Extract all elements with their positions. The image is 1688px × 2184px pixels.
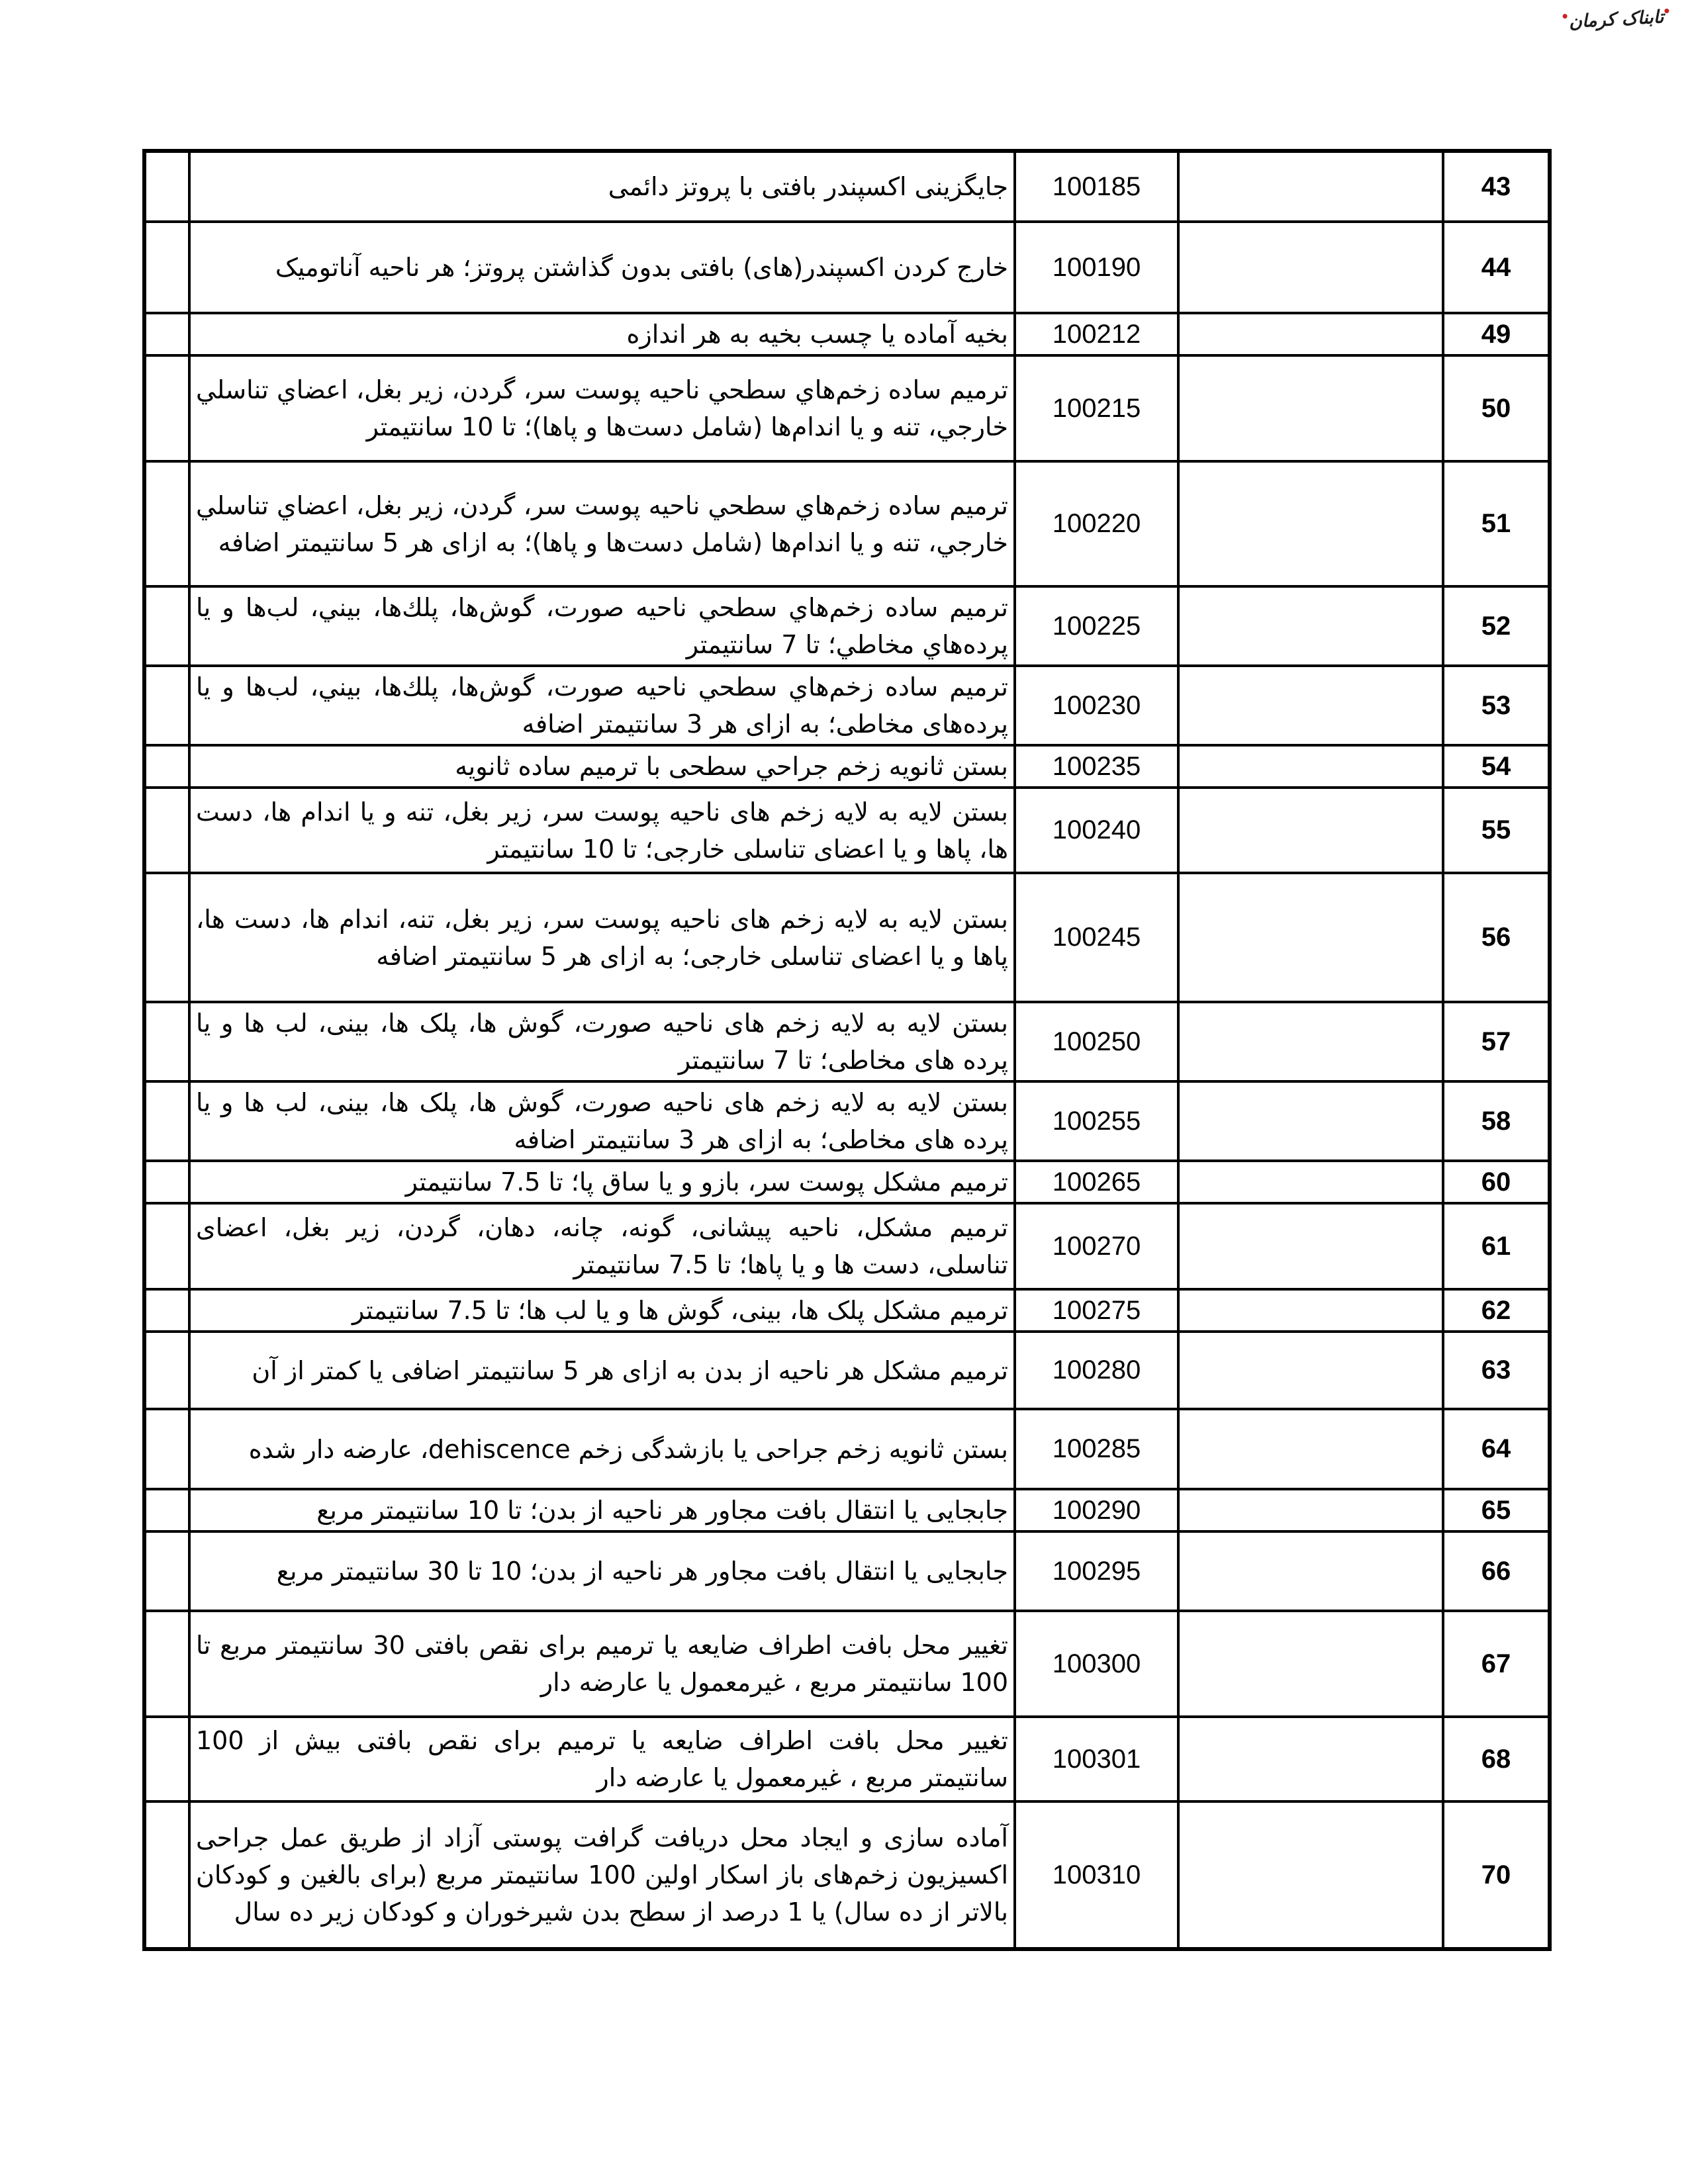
blank-cell	[1178, 1161, 1443, 1203]
margin-cell	[144, 1611, 189, 1717]
table-row	[144, 1002, 1550, 1081]
blank-cell	[1178, 1332, 1443, 1409]
margin-cell	[144, 1161, 189, 1203]
blank-cell	[1178, 666, 1443, 745]
code-cell: 100265	[1015, 1161, 1178, 1203]
medical-service-codes-table	[142, 149, 1552, 1951]
margin-cell	[144, 873, 189, 1002]
code-cell: 100310	[1015, 1801, 1178, 1949]
table-row	[144, 586, 1550, 666]
table-row	[144, 788, 1550, 873]
table-row	[144, 313, 1550, 355]
blank-cell	[1178, 1203, 1443, 1289]
blank-cell	[1178, 355, 1443, 461]
margin-cell	[144, 151, 189, 222]
row-number-cell: 58	[1443, 1081, 1550, 1161]
row-number-cell: 67	[1443, 1611, 1550, 1717]
margin-cell	[144, 313, 189, 355]
row-number-cell: 57	[1443, 1002, 1550, 1081]
blank-cell	[1178, 788, 1443, 873]
blank-cell	[1178, 873, 1443, 1002]
table-row	[144, 1203, 1550, 1289]
table-row	[144, 461, 1550, 586]
code-cell: 100300	[1015, 1611, 1178, 1717]
description-cell: ترمیم مشکل، ناحیه پیشانی، گونه، چانه، دهان، گردن، زیر بغل، اعضای تناسلی، دست ها و یا پاها؛ تا 7.5 سانتیمتر	[189, 1203, 1015, 1289]
blank-cell	[1178, 1717, 1443, 1801]
margin-cell	[144, 1002, 189, 1081]
code-cell: 100235	[1015, 745, 1178, 788]
table-body	[144, 151, 1550, 1949]
code-cell: 100250	[1015, 1002, 1178, 1081]
blank-cell	[1178, 1611, 1443, 1717]
row-number-cell: 65	[1443, 1489, 1550, 1531]
description-cell: آماده سازی و ایجاد محل دریافت گرافت پوستی آزاد از طریق عمل جراحی اکسیزیون زخم‌های باز اسکار اولین 100 سانتیمتر مربع (برای بالغین و کودکان بالاتر از ده سال) یا 1 درصد از سطح بدن شیرخوران و کودکان زیر ده سال	[189, 1801, 1015, 1949]
margin-cell	[144, 788, 189, 873]
table-row	[144, 1081, 1550, 1161]
code-cell: 100190	[1015, 222, 1178, 313]
description-cell: بستن لایه به لایه زخم های ناحیه صورت، گوش ها، پلک ها، بینی، لب ها و یا پرده های مخاطی؛ به ازای هر 3 سانتیمتر اضافه	[189, 1081, 1015, 1161]
row-number-cell: 56	[1443, 873, 1550, 1002]
margin-cell	[144, 666, 189, 745]
table-row	[144, 1409, 1550, 1489]
row-number-cell: 61	[1443, 1203, 1550, 1289]
table-row	[144, 666, 1550, 745]
row-number-cell: 52	[1443, 586, 1550, 666]
description-cell: بستن لایه به لایه زخم های ناحیه پوست سر، زیر بغل، تنه و یا اندام ها، دست ها، پاها و یا اعضای تناسلی خارجی؛ تا 10 سانتیمتر	[189, 788, 1015, 873]
table-row	[144, 873, 1550, 1002]
blank-cell	[1178, 1489, 1443, 1531]
table-row	[144, 1801, 1550, 1949]
blank-cell	[1178, 586, 1443, 666]
code-cell: 100275	[1015, 1289, 1178, 1332]
code-cell: 100280	[1015, 1332, 1178, 1409]
margin-cell	[144, 1531, 189, 1611]
code-cell: 100185	[1015, 151, 1178, 222]
row-number-cell: 49	[1443, 313, 1550, 355]
row-number-cell: 50	[1443, 355, 1550, 461]
blank-cell	[1178, 1531, 1443, 1611]
row-number-cell: 53	[1443, 666, 1550, 745]
margin-cell	[144, 1081, 189, 1161]
code-cell: 100295	[1015, 1531, 1178, 1611]
description-cell: جابجایی یا انتقال بافت مجاور هر ناحیه از بدن؛ تا 10 سانتیمتر مربع	[189, 1489, 1015, 1531]
table-row	[144, 355, 1550, 461]
row-number-cell: 66	[1443, 1531, 1550, 1611]
code-cell: 100215	[1015, 355, 1178, 461]
blank-cell	[1178, 1801, 1443, 1949]
code-cell: 100255	[1015, 1081, 1178, 1161]
table-row	[144, 151, 1550, 222]
description-cell: ترمیم ساده زخم‌هاي سطحي ناحیه پوست سر، گردن، زیر بغل، اعضاي تناسلي خارجي، تنه و یا اندام‌ها (شامل دست‌ها و پاها)؛ تا 10 سانتیمتر	[189, 355, 1015, 461]
table-row	[144, 745, 1550, 788]
row-number-cell: 43	[1443, 151, 1550, 222]
tabnak-kerman-watermark	[1561, 7, 1671, 33]
code-cell: 100245	[1015, 873, 1178, 1002]
description-cell: ترمیم مشکل هر ناحیه از بدن به ازای هر 5 سانتیمتر اضافی یا کمتر از آن	[189, 1332, 1015, 1409]
table-row	[144, 1489, 1550, 1531]
description-cell: جابجایی یا انتقال بافت مجاور هر ناحیه از بدن؛ 10 تا 30 سانتیمتر مربع	[189, 1531, 1015, 1611]
blank-cell	[1178, 461, 1443, 586]
margin-cell	[144, 1717, 189, 1801]
margin-cell	[144, 1409, 189, 1489]
description-cell: ترمیم ساده زخم‌هاي سطحي ناحیه پوست سر، گردن، زیر بغل، اعضاي تناسلي خارجي، تنه و یا اندام‌ها (شامل دست‌ها و پاها)؛ به ازای هر 5 سانتیمتر اضافه	[189, 461, 1015, 586]
blank-cell	[1178, 1002, 1443, 1081]
margin-cell	[144, 355, 189, 461]
blank-cell	[1178, 313, 1443, 355]
watermark-text: تابناک کرمان	[1568, 7, 1664, 32]
row-number-cell: 54	[1443, 745, 1550, 788]
watermark-red-dot-icon	[1562, 14, 1567, 19]
margin-cell	[144, 461, 189, 586]
row-number-cell: 51	[1443, 461, 1550, 586]
row-number-cell: 44	[1443, 222, 1550, 313]
margin-cell	[144, 222, 189, 313]
description-cell: بستن ثانویه زخم جراحی یا بازشدگی زخم dehiscence، عارضه دار شده	[189, 1409, 1015, 1489]
description-cell: بستن ثانویه زخم جراحي سطحی با ترمیم ساده ثانویه	[189, 745, 1015, 788]
description-cell: جایگزینی اکسپندر بافتی با پروتز دائمی	[189, 151, 1015, 222]
code-cell: 100212	[1015, 313, 1178, 355]
blank-cell	[1178, 1081, 1443, 1161]
description-cell: بستن لایه به لایه زخم های ناحیه پوست سر، زیر بغل، تنه، اندام ها، دست ها، پاها و یا اعضای تناسلی خارجی؛ به ازای هر 5 سانتیمتر اضافه	[189, 873, 1015, 1002]
code-cell: 100220	[1015, 461, 1178, 586]
margin-cell	[144, 1289, 189, 1332]
margin-cell	[144, 1332, 189, 1409]
description-cell: بستن لایه به لایه زخم های ناحیه صورت، گوش ها، پلک ها، بینی، لب ها و یا پرده های مخاطی؛ تا 7 سانتیمتر	[189, 1002, 1015, 1081]
blank-cell	[1178, 151, 1443, 222]
description-cell: ترمیم مشکل پلک ها، بینی، گوش ها و یا لب ها؛ تا 7.5 سانتیمتر	[189, 1289, 1015, 1332]
description-cell: خارج کردن اکسپندر(های) بافتی بدون گذاشتن پروتز؛ هر ناحیه آناتومیک	[189, 222, 1015, 313]
margin-cell	[144, 745, 189, 788]
description-cell: ترمیم مشکل پوست سر، بازو و یا ساق پا؛ تا 7.5 سانتیمتر	[189, 1161, 1015, 1203]
table-row	[144, 1332, 1550, 1409]
description-cell: تغییر محل بافت اطراف ضایعه یا ترمیم برای نقص بافتی بیش از 100 سانتیمتر مربع ، غیرمعمول یا عارضه دار	[189, 1717, 1015, 1801]
code-cell: 100240	[1015, 788, 1178, 873]
row-number-cell: 68	[1443, 1717, 1550, 1801]
table-row	[144, 1531, 1550, 1611]
blank-cell	[1178, 222, 1443, 313]
code-cell: 100290	[1015, 1489, 1178, 1531]
margin-cell	[144, 586, 189, 666]
description-cell: ترمیم ساده زخم‌هاي سطحي ناحیه صورت، گوش‌ها، پلك‌ها، بیني، لب‌ها و یا پرده‌هاي مخاطي؛ تا 7 سانتیمتر	[189, 586, 1015, 666]
table-row	[144, 1289, 1550, 1332]
code-cell: 100285	[1015, 1409, 1178, 1489]
code-cell: 100270	[1015, 1203, 1178, 1289]
row-number-cell: 63	[1443, 1332, 1550, 1409]
row-number-cell: 64	[1443, 1409, 1550, 1489]
code-cell: 100230	[1015, 666, 1178, 745]
table-row	[144, 222, 1550, 313]
code-cell: 100225	[1015, 586, 1178, 666]
blank-cell	[1178, 1409, 1443, 1489]
table-row	[144, 1161, 1550, 1203]
row-number-cell: 62	[1443, 1289, 1550, 1332]
margin-cell	[144, 1203, 189, 1289]
margin-cell	[144, 1801, 189, 1949]
blank-cell	[1178, 1289, 1443, 1332]
description-cell: ترمیم ساده زخم‌هاي سطحي ناحیه صورت، گوش‌ها، پلك‌ها، بیني، لب‌ها و یا پرده‌های مخاطی؛ به ازای هر 3 سانتیمتر اضافه	[189, 666, 1015, 745]
table-row	[144, 1611, 1550, 1717]
code-cell: 100301	[1015, 1717, 1178, 1801]
blank-cell	[1178, 745, 1443, 788]
watermark-red-dot-icon	[1664, 9, 1669, 13]
description-cell: بخیه آماده یا چسب بخیه به هر اندازه	[189, 313, 1015, 355]
margin-cell	[144, 1489, 189, 1531]
table-row	[144, 1717, 1550, 1801]
row-number-cell: 55	[1443, 788, 1550, 873]
row-number-cell: 60	[1443, 1161, 1550, 1203]
description-cell: تغییر محل بافت اطراف ضایعه یا ترمیم برای نقص بافتی 30 سانتیمتر مربع تا 100 سانتیمتر مربع ، غیرمعمول یا عارضه دار	[189, 1611, 1015, 1717]
row-number-cell: 70	[1443, 1801, 1550, 1949]
